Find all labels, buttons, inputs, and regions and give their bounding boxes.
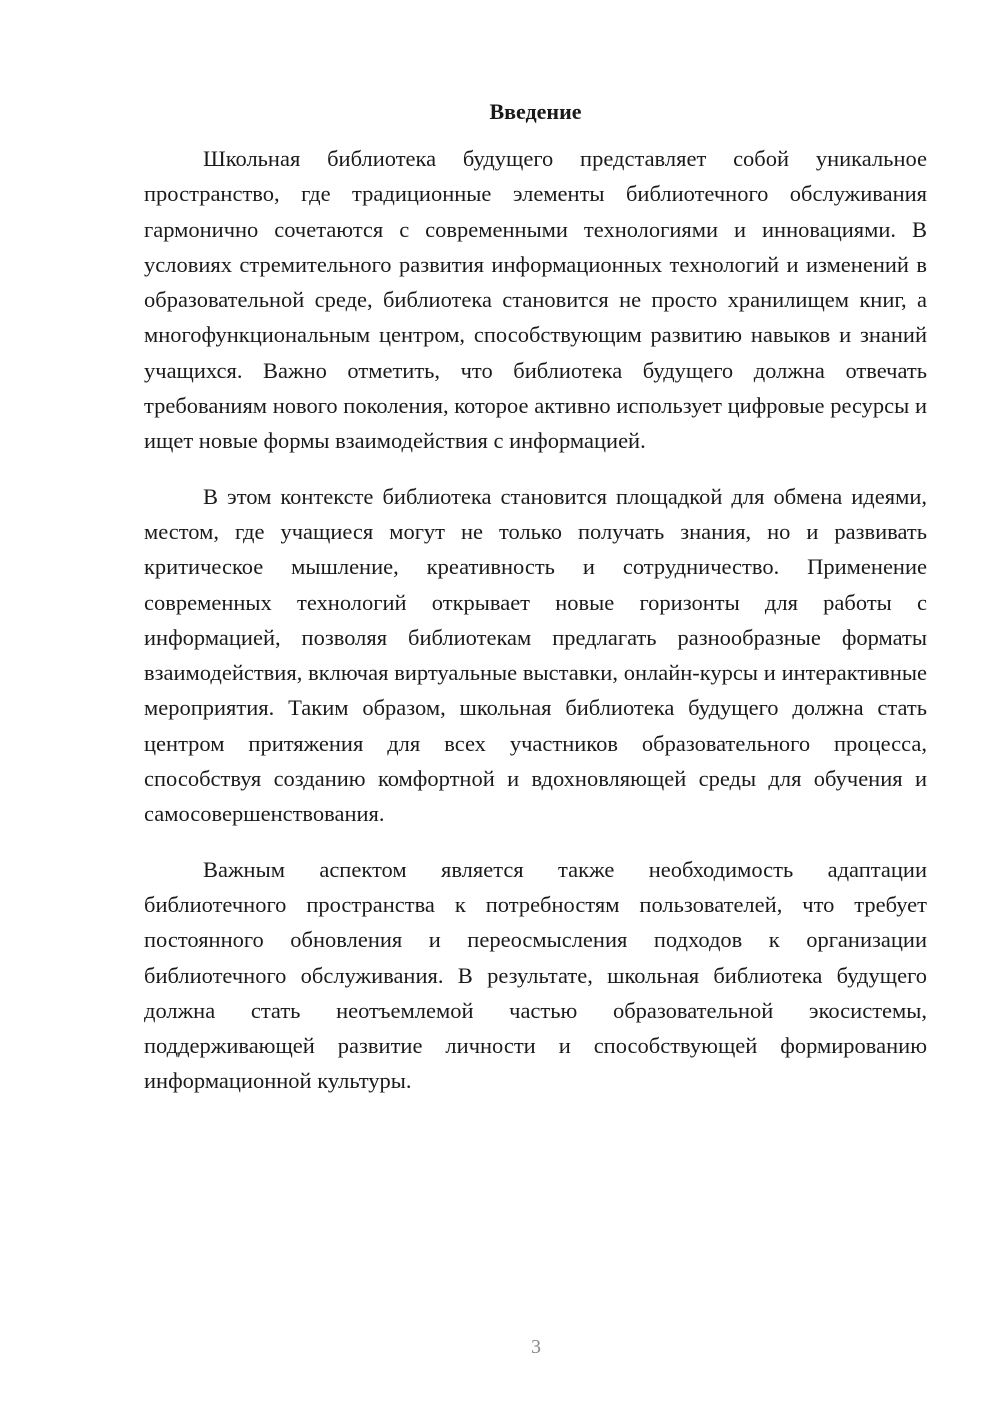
- paragraph-2: В этом контексте библиотека становится площадкой для обмена идеями, местом, где учащиеся могут не только получать знания, но и развивать критическое мышление, креативность и сотрудничество. Применение современных технологий открывает новые горизонты для работы с информацией, позволяя библиотекам предлагать разнообразные форматы взаимодействия, включая виртуальные выставки, онлайн-курсы и интерактивные мероприятия. Таким образом, школьная библиотека будущего должна стать центром притяжения для всех участников образовательного процесса, способствуя созданию комфортной и вдохновляющей среды для обучения и самосовершенствования.: [144, 483, 927, 827]
- page-content: [144, 96, 927, 1099]
- section-heading: Введение: [489, 99, 582, 124]
- page-number: 3: [531, 1336, 541, 1358]
- paragraph-3: Важным аспектом является также необходимость адаптации библиотечного пространства к потребностям пользователей, что требует постоянного обновления и переосмысления подходов к организации библиотечного обслуживания. В результате, школьная библиотека будущего должна стать неотъемлемой частью образовательной экосистемы, поддерживающей развитие личности и способствующей формированию информационной культуры.: [144, 856, 927, 1094]
- paragraph-1: Школьная библиотека будущего представляет собой уникальное пространство, где традиционные элементы библиотечного обслуживания гармонично сочетаются с современными технологиями и инновациями. В условиях стремительного развития информационных технологий и изменений в образовательной среде, библиотека становится не просто хранилищем книг, а многофункциональным центром, способствующим развитию навыков и знаний учащихся. Важно отметить, что библиотека будущего должна отвечать требованиям нового поколения, которое активно использует цифровые ресурсы и ищет новые формы взаимодействия с информацией.: [144, 146, 927, 454]
